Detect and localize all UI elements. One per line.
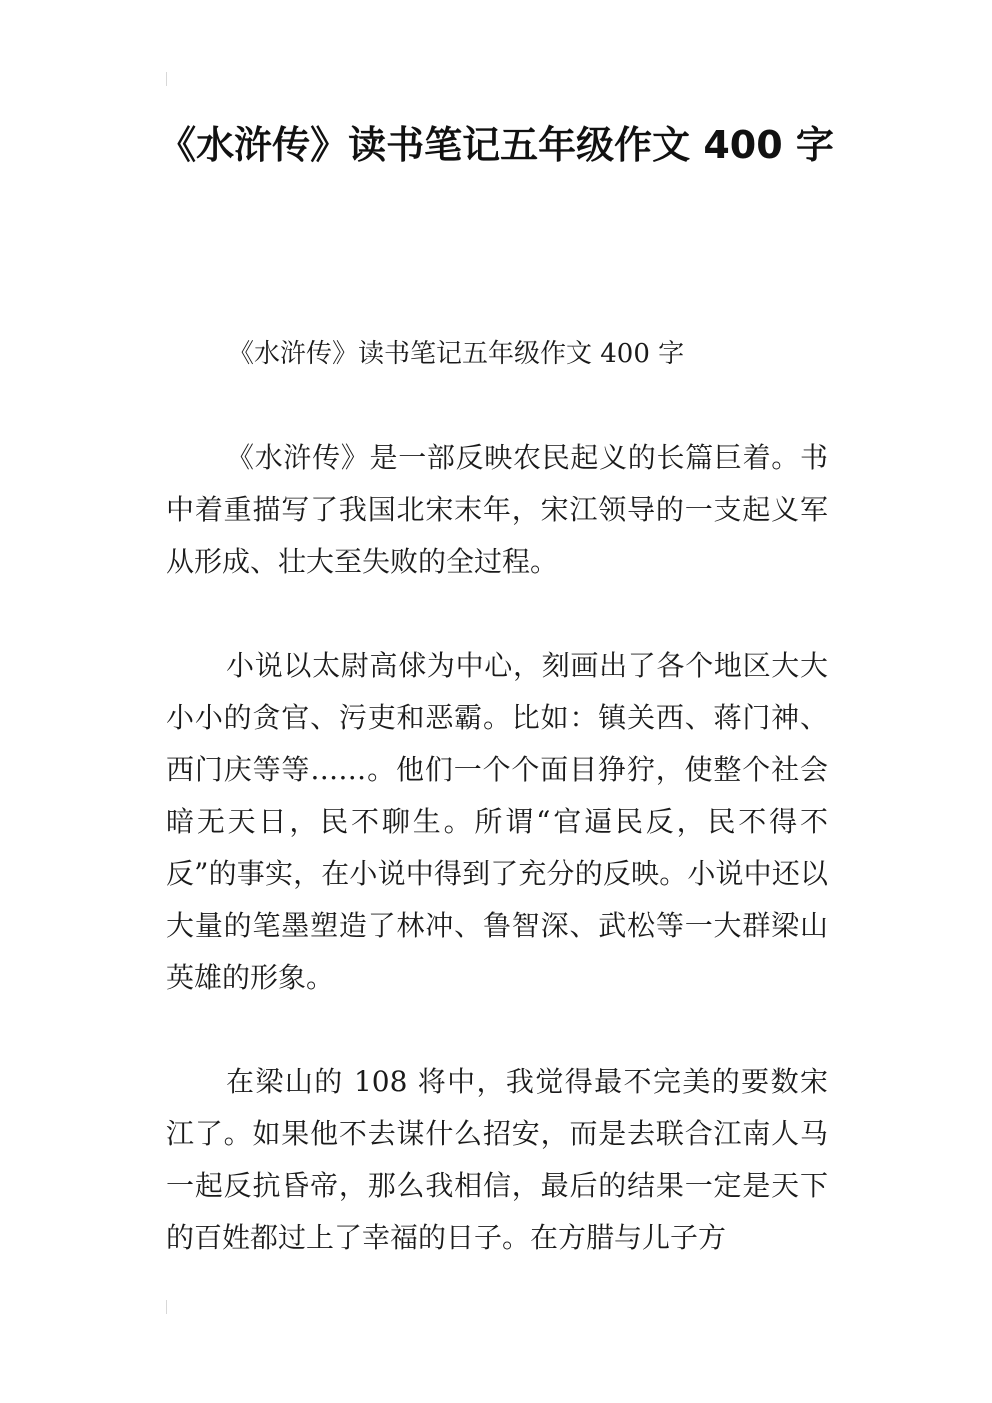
document-title: 《水浒传》读书笔记五年级作文 400 字 (158, 123, 834, 167)
top-margin-mark (166, 72, 167, 86)
paragraph-3: 在梁山的 108 将中，我觉得最不完美的要数宋江了。如果他不去谋什么招安，而是去联合江南人马一起反抗昏帝，那么我相信，最后的结果一定是天下的百姓都过上了幸福的日子。在方腊与儿子方 (166, 1065, 828, 1254)
paragraph-1: 《水浒传》是一部反映农民起义的长篇巨着。书中着重描写了我国北宋末年，宋江领导的一支起义军从形成、壮大至失败的全过程。 (166, 441, 828, 578)
document-subtitle: 《水浒传》读书笔记五年级作文 400 字 (228, 339, 685, 369)
bottom-margin-mark (166, 1300, 167, 1314)
paragraph-2: 小说以太尉高俅为中心，刻画出了各个地区大大小小的贪官、污吏和恶霸。比如：镇关西、蒋门神、西门庆等等……。他们一个个面目狰狞，使整个社会暗无天日，民不聊生。所谓“官逼民反，民不得不反”的事实，在小说中得到了充分的反映。小说中还以大量的笔墨塑造了林冲、鲁智深、武松等一大群梁山英雄的形象。 (166, 649, 828, 994)
